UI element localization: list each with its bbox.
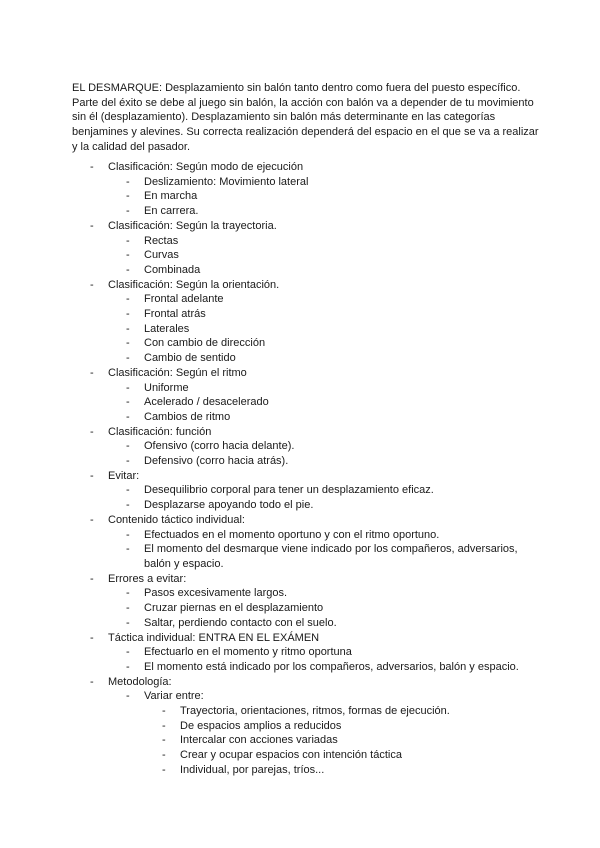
bullet-dash: - [126, 455, 130, 468]
bullet-dash: - [162, 719, 166, 732]
list-item-level-1 [0, 439, 534, 454]
list-item-level-0 [0, 572, 600, 587]
list-item-level-1 [0, 586, 534, 601]
list-item-level-1 [0, 601, 534, 616]
bullet-dash: - [162, 763, 166, 776]
list-item-text: Curvas [144, 249, 179, 262]
bullet-dash: - [126, 646, 130, 659]
list-item-level-1 [0, 660, 534, 675]
list-item-text: Efectuados en el momento oportuno y con el ritmo oportuno. [144, 528, 440, 541]
bullet-dash: - [126, 616, 130, 629]
list-item-text: Clasificación: función [108, 425, 212, 438]
bullet-dash: - [126, 234, 130, 247]
list-item-level-1 [0, 689, 534, 704]
list-item-level-1 [0, 292, 534, 307]
list-item-text: Pasos excesivamente largos. [144, 587, 288, 600]
list-item-level-0 [0, 469, 600, 484]
bullet-dash: - [90, 675, 94, 688]
list-item-text: Clasificación: Según la trayectoria. [108, 219, 277, 232]
list-item-level-2 [0, 719, 600, 734]
list-item-level-0 [0, 219, 600, 234]
list-item-text: Cruzar piernas en el desplazamiento [144, 602, 324, 615]
list-item-level-1 [0, 542, 534, 571]
bullet-dash: - [90, 513, 94, 526]
list-item-text: Desequilibrio corporal para tener un desplazamiento eficaz. [144, 484, 434, 497]
bullet-dash: - [126, 322, 130, 335]
list-item-text: Defensivo (corro hacia atrás). [144, 455, 289, 468]
list-item-level-1 [0, 395, 534, 410]
list-item-text: Clasificación: Según la orientación. [108, 278, 280, 291]
list-item-text: Frontal atrás [144, 308, 206, 321]
list-item-level-0 [0, 631, 600, 646]
list-item-text: El momento está indicado por los compañeros, adversarios, balón y espacio. [144, 660, 519, 673]
bullet-dash: - [126, 602, 130, 615]
bullet-dash: - [126, 484, 130, 497]
list-item-level-1 [0, 454, 534, 469]
intro-paragraph: EL DESMARQUE: Desplazamiento sin balón tanto dentro como fuera del puesto específico. Parte del éxito se debe al juego sin balón, la acción con balón va a depender de tu movimiento sin él (desplazamiento). Desplazamiento sin balón más determinante en las categorías benjamines y alevines. Su correcta realización dependerá del espacio en el que se va a realizar y la calidad del pasador. [72, 82, 539, 153]
list-item-text: Deslizamiento: Movimiento lateral [144, 175, 309, 188]
list-item-level-1 [0, 204, 534, 219]
list-item-text: Metodología: [108, 675, 172, 688]
list-item-text: Ofensivo (corro hacia delante). [144, 440, 295, 453]
list-item-level-1 [0, 645, 534, 660]
list-item-text: Crear y ocupar espacios con intención táctica [180, 749, 402, 762]
bullet-dash: - [126, 175, 130, 188]
bullet-dash: - [90, 572, 94, 585]
list-item-text: El momento del desmarque viene indicado por los compañeros, adversarios, balón y espacio. [144, 543, 518, 570]
list-item-level-0 [0, 278, 600, 293]
bullet-dash: - [126, 352, 130, 365]
bullet-dash: - [126, 308, 130, 321]
list-item-level-0 [0, 513, 600, 528]
list-item-level-1 [0, 248, 534, 263]
bullet-dash: - [126, 440, 130, 453]
list-item-text: Cambios de ritmo [144, 410, 231, 423]
list-item-level-1 [0, 234, 534, 249]
list-item-level-0 [0, 160, 600, 175]
bullet-dash: - [126, 263, 130, 276]
bullet-dash: - [126, 587, 130, 600]
list-item-text: Laterales [144, 322, 190, 335]
list-item-text: Desplazarse apoyando todo el pie. [144, 499, 314, 512]
list-item-text: Clasificación: Según el ritmo [108, 366, 247, 379]
outline-list [0, 160, 600, 778]
list-item-text: Individual, por parejas, tríos... [180, 763, 325, 776]
list-item-text: Variar entre: [144, 690, 204, 703]
list-item-level-1 [0, 307, 534, 322]
list-item-level-1 [0, 410, 534, 425]
list-item-text: En carrera. [144, 205, 199, 218]
list-item-level-0 [0, 425, 600, 440]
list-item-text: Con cambio de dirección [144, 337, 266, 350]
list-item-level-1 [0, 336, 534, 351]
bullet-dash: - [126, 410, 130, 423]
list-item-text: Acelerado / desacelerado [144, 396, 269, 409]
list-item-text: Combinada [144, 263, 201, 276]
bullet-dash: - [126, 660, 130, 673]
list-item-text: Contenido táctico individual: [108, 513, 245, 526]
bullet-dash: - [126, 543, 130, 556]
list-item-level-0 [0, 675, 600, 690]
list-item-text: Intercalar con acciones variadas [180, 734, 338, 747]
bullet-dash: - [162, 705, 166, 718]
list-item-text: Errores a evitar: [108, 572, 187, 585]
list-item-level-1 [0, 616, 534, 631]
list-item-level-1 [0, 351, 534, 366]
bullet-dash: - [90, 366, 94, 379]
list-item-text: Evitar: [108, 469, 140, 482]
list-item-text: Cambio de sentido [144, 352, 236, 365]
bullet-dash: - [126, 337, 130, 350]
list-item-level-1 [0, 189, 534, 204]
list-item-level-1 [0, 263, 534, 278]
bullet-dash: - [126, 690, 130, 703]
list-item-text: Clasificación: Según modo de ejecución [108, 161, 304, 173]
bullet-dash: - [162, 734, 166, 747]
bullet-dash: - [126, 381, 130, 394]
list-item-level-2 [0, 704, 600, 719]
list-item-level-2 [0, 748, 600, 763]
bullet-dash: - [90, 631, 94, 644]
list-item-text: De espacios amplios a reducidos [180, 719, 342, 732]
list-item-level-1 [0, 175, 534, 190]
list-item-text: Frontal adelante [144, 293, 224, 306]
list-item-text: Saltar, perdiendo contacto con el suelo. [144, 616, 337, 629]
list-item-level-0 [0, 366, 600, 381]
bullet-dash: - [126, 528, 130, 541]
list-item-level-1 [0, 381, 534, 396]
bullet-dash: - [126, 293, 130, 306]
bullet-dash: - [126, 499, 130, 512]
bullet-dash: - [162, 749, 166, 762]
bullet-dash: - [126, 249, 130, 262]
bullet-dash: - [90, 469, 94, 482]
list-item-text: Trayectoria, orientaciones, ritmos, formas de ejecución. [180, 705, 450, 718]
bullet-dash: - [90, 161, 94, 173]
bullet-dash: - [126, 396, 130, 409]
list-item-level-1 [0, 498, 534, 513]
bullet-dash: - [126, 190, 130, 203]
list-item-text: En marcha [144, 190, 198, 203]
bullet-dash: - [126, 205, 130, 218]
bullet-dash: - [90, 278, 94, 291]
list-item-level-1 [0, 528, 534, 543]
list-item-level-2 [0, 733, 600, 748]
list-item-text: Efectuarlo en el momento y ritmo oportuna [144, 646, 352, 659]
list-item-level-1 [0, 322, 534, 337]
list-item-text: Táctica individual: ENTRA EN EL EXÁMEN [108, 631, 320, 644]
list-item-level-1 [0, 483, 534, 498]
list-item-level-2 [0, 763, 600, 778]
bullet-dash: - [90, 425, 94, 438]
list-item-text: Rectas [144, 234, 179, 247]
bullet-dash: - [90, 219, 94, 232]
list-item-text: Uniforme [144, 381, 189, 394]
